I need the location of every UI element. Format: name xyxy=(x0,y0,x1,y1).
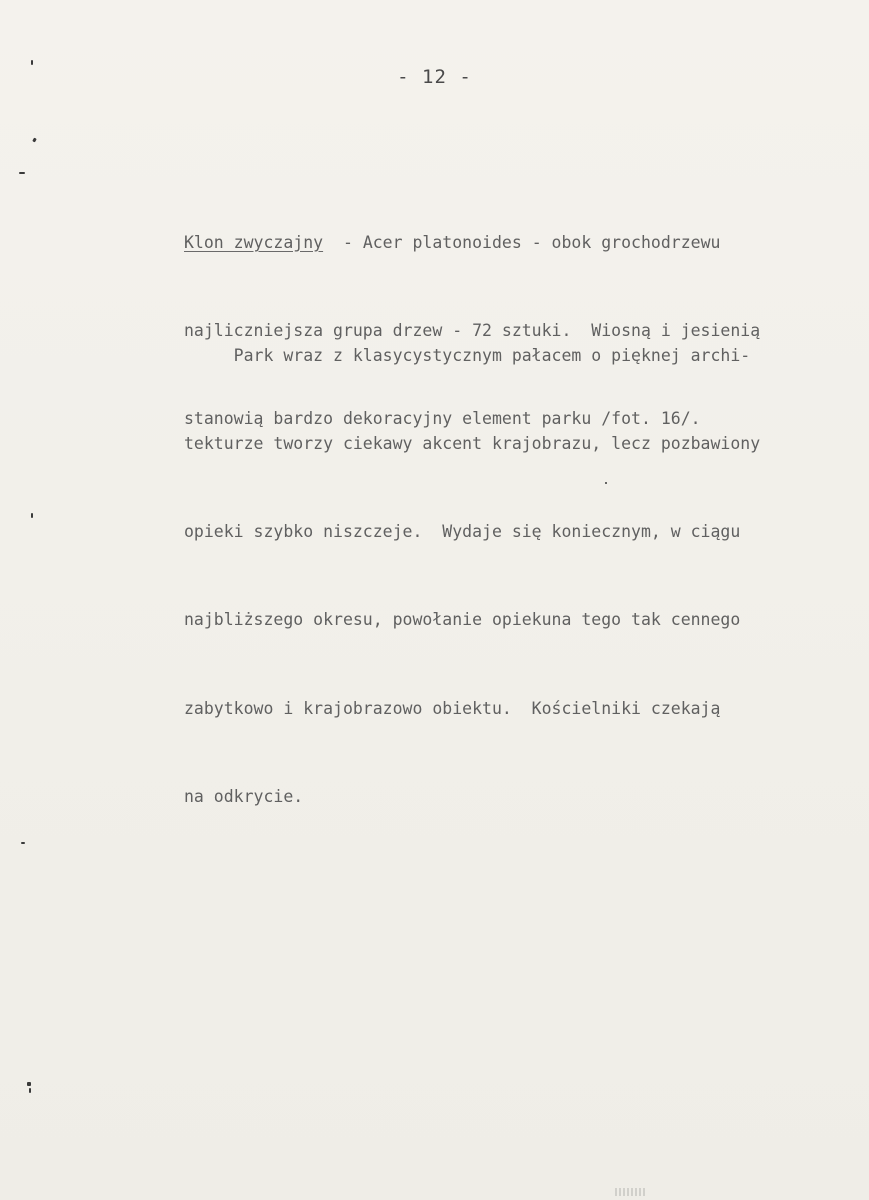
scan-mark xyxy=(32,138,37,143)
page-number: - 12 - xyxy=(397,66,472,88)
species-term: Klon zwyczajny xyxy=(184,232,324,252)
scan-mark xyxy=(21,842,25,844)
scan-specks xyxy=(615,1188,645,1196)
paragraph-2-line: tekturze tworzy ciekawy akcent krajobrazu, lecz pozbawiony xyxy=(184,434,761,454)
paragraph-1-line-2: najliczniejsza grupa drzew - 72 sztuki. Wiosną i jesienią xyxy=(184,321,761,341)
paragraph-2-line: zabytkowo i krajobrazowo obiektu. Kościelniki czekają xyxy=(184,698,721,718)
scan-mark xyxy=(27,1082,31,1086)
paragraph-2-line: Park wraz z klasycystycznym pałacem o pięknej archi- xyxy=(184,345,751,365)
paragraph-2-line: na odkrycie. xyxy=(184,786,304,806)
paragraph-2-line: opieki szybko niszczeje. Wydaje się koniecznym, w ciągu xyxy=(184,522,741,542)
scan-mark xyxy=(29,1088,31,1093)
scan-mark xyxy=(19,172,25,174)
paragraph-1-line-1 xyxy=(184,228,824,257)
scan-mark xyxy=(31,513,33,518)
paragraph-2-line: najbliższego okresu, powołanie opiekuna tego tak cennego xyxy=(184,610,741,630)
paragraph-1-line-3: stanowią bardzo dekoracyjny element parku /fot. 16/. xyxy=(184,409,701,429)
scan-mark xyxy=(31,60,33,65)
scan-mark xyxy=(605,482,607,484)
species-description: - Acer platonoides - obok grochodrzewu xyxy=(323,232,721,252)
paragraph-park-description xyxy=(184,282,824,870)
